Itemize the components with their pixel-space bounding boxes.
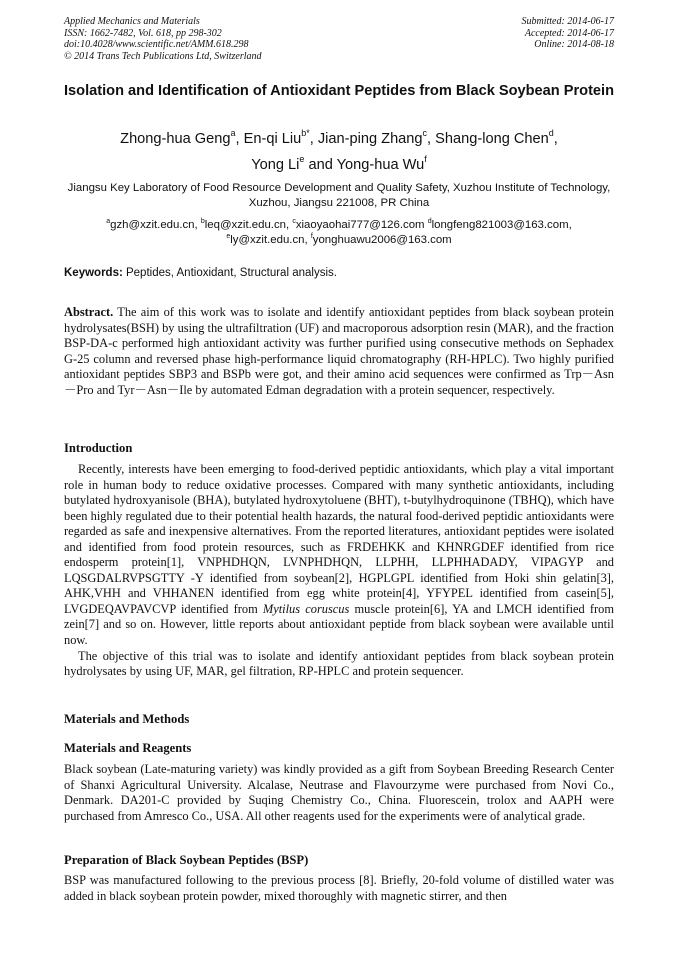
preparation-heading: Preparation of Black Soybean Peptides (BSP) [64,853,309,867]
introduction-heading: Introduction [64,441,133,455]
author-sup: f [424,154,427,165]
materials-text: Black soybean (Late-maturing variety) was kindly provided as a gift from Soybean Breeding Research Center of Shanxi Agricultural University. Alcalase, Neutrase and Flavourzyme were purchased from Novi Co., Denmark. DA201-C provided by Suqing Chemistry Co., China. Fluorescein, trolox and AAPH were purchased from Amresco Co., USA. All other reagents used for the experiments were of analytical grade. [64,762,614,823]
abstract-label: Abstract. [64,305,114,319]
author-sup: d [548,128,554,139]
introduction-paragraph-1: Recently, interests have been emerging to food-derived peptidic antioxidants, which play a vital important role in human body to reduce oxidative processes. Compared with many synthetic antioxidants, including butylated hydroxyanisole (BHA), butylated hydroxytoluene (BHT), t-butylhydroquinone (TBHQ), which have been highly regulated due to their potential health hazards, the natural food-derived peptidic antioxidants were regarded as safe and inexpensive alternatives. From the reported literatures, antioxidant peptides were isolated and identified from food protein resources, such as FRDEHKK and KHNRGDEF identified from rice endosperm protein[1], VNPHDHQN, LVNPHDHQN, LLPHH, LLPHHADADY, VIPAGYP and LQSGDALRVPSGTTY -Y identified from soybean[2], HGPLGPL identified from Hoki shin gelatin[3], AHK,VHH and VHHANEN identified from egg white protein[4], YFYPEL identified from casein[5], LVGDEQAVPAVCVP identified from Mytilus coruscus muscle protein[6], YA and LMCH identified from zein[7] and so on. However, little reports about antioxidant peptide from black soybean were available until now. [64,462,614,648]
date-accepted: Accepted: 2014-06-17 [524,27,614,39]
email-link[interactable]: leq@xzit.edu.cn, [204,219,293,231]
journal-copyright: © 2014 Trans Tech Publications Ltd, Switzerland [64,50,262,62]
publication-dates [522,16,615,51]
email-list: $^a$gzh@xzit.edu.cn, $^b$leq@xzit.edu.cn, $^c$xiaoyaohai777@126.com $^d$longfeng821003@163.com, $^e$ly@xzit.edu.cn, $^f$yonghuawu2006@163.com [106,218,572,246]
materials-heading: Materials and Reagents [64,741,192,755]
date-online: Online: 2014-08-18 [534,39,614,50]
journal-doi: doi:10.4028/www.scientific.net/AMM.618.298 [64,39,249,50]
introduction-paragraph-2: The objective of this trial was to isolate and identify antioxidant peptides from black soybean protein hydrolysates by using UF, MAR, gel filtration, RP-HPLC and protein sequencer. [64,648,614,679]
introduction-body [64,462,614,680]
email-link[interactable]: gzh@xzit.edu.cn, [110,219,201,231]
journal-name: Applied Mechanics and Materials [64,16,200,27]
abstract-text: The aim of this work was to isolate and identify antioxidant peptides from black soybean protein hydrolysates(BSH) by using the ultrafiltration (UF) and macroporous adsorption resin (MAR), and the fraction BSP-DA-c performed high antioxidant activity was further purified using consecutive methods on Sephadex G-25 column and reversed phase high-performance liquid chromatography (RH-HPLC). Two highly purified antioxidant peptides SBP3 and BSPb were got, and their amino acid sequences were confirmed as Trp－Asn－Pro and Tyr－Asn－Ile by automated Edman degradation with a protein sequencer, respectively. [64,305,614,397]
keywords-text: Peptides, Antioxidant, Structural analysis. [122,267,337,279]
author-name: En-qi Liu [243,131,302,147]
journal-info [64,16,262,62]
abstract [64,305,614,398]
journal-issn: ISSN: 1662-7482, Vol. 618, pp 298-302 [64,27,222,39]
species-name: Mytilus coruscus [262,601,350,616]
email-link[interactable]: xiaoyaohai777@126.com [295,219,428,231]
date-submitted: Submitted: 2014-06-17 [521,16,614,27]
paper-title: Isolation and Identification of Antioxidant Peptides from Black Soybean Protein [63,83,615,99]
preparation-text: BSP was manufactured following to the previous process [8]. Briefly, 20-fold volume of distilled water was added in black soybean protein powder, mixed thoroughly with magnetic stirrer, and then [64,873,614,903]
keywords [64,266,614,281]
email-link[interactable]: yonghuawu2006@163.com [312,233,452,246]
author-name: Zhong-hua Geng [120,131,231,147]
author-sup: c [422,128,428,139]
email-link[interactable]: longfeng821003@163.com, [431,219,572,231]
author-sup: a [230,128,236,139]
methods-heading: Materials and Methods [64,712,190,726]
author-name: Jian-ping Zhang [317,131,423,147]
author-name: Yong Li [251,157,300,173]
author-name: Shang-long Chen [435,131,549,147]
keywords-label: Keywords: [64,267,123,279]
author-sup: e [299,154,305,165]
author-sup: b* [301,128,310,139]
email-link[interactable]: ly@xzit.edu.cn, [230,233,311,246]
affiliation: Jiangsu Key Laboratory of Food Resource Development and Quality Safety, Xuzhou Institute of Technology, Xuzhou, Jiangsu 221008, PR China [67,182,611,209]
author-name: Yong-hua Wu [336,157,425,173]
author-list: Zhong-hua Geng$^a$, En-qi Liu$^{b*}$, Jian-ping Zhang$^c$, Shang-long Chen$^d$, Yong Li$^e$ and Yong-hua Wu$^f$ [120,128,558,173]
